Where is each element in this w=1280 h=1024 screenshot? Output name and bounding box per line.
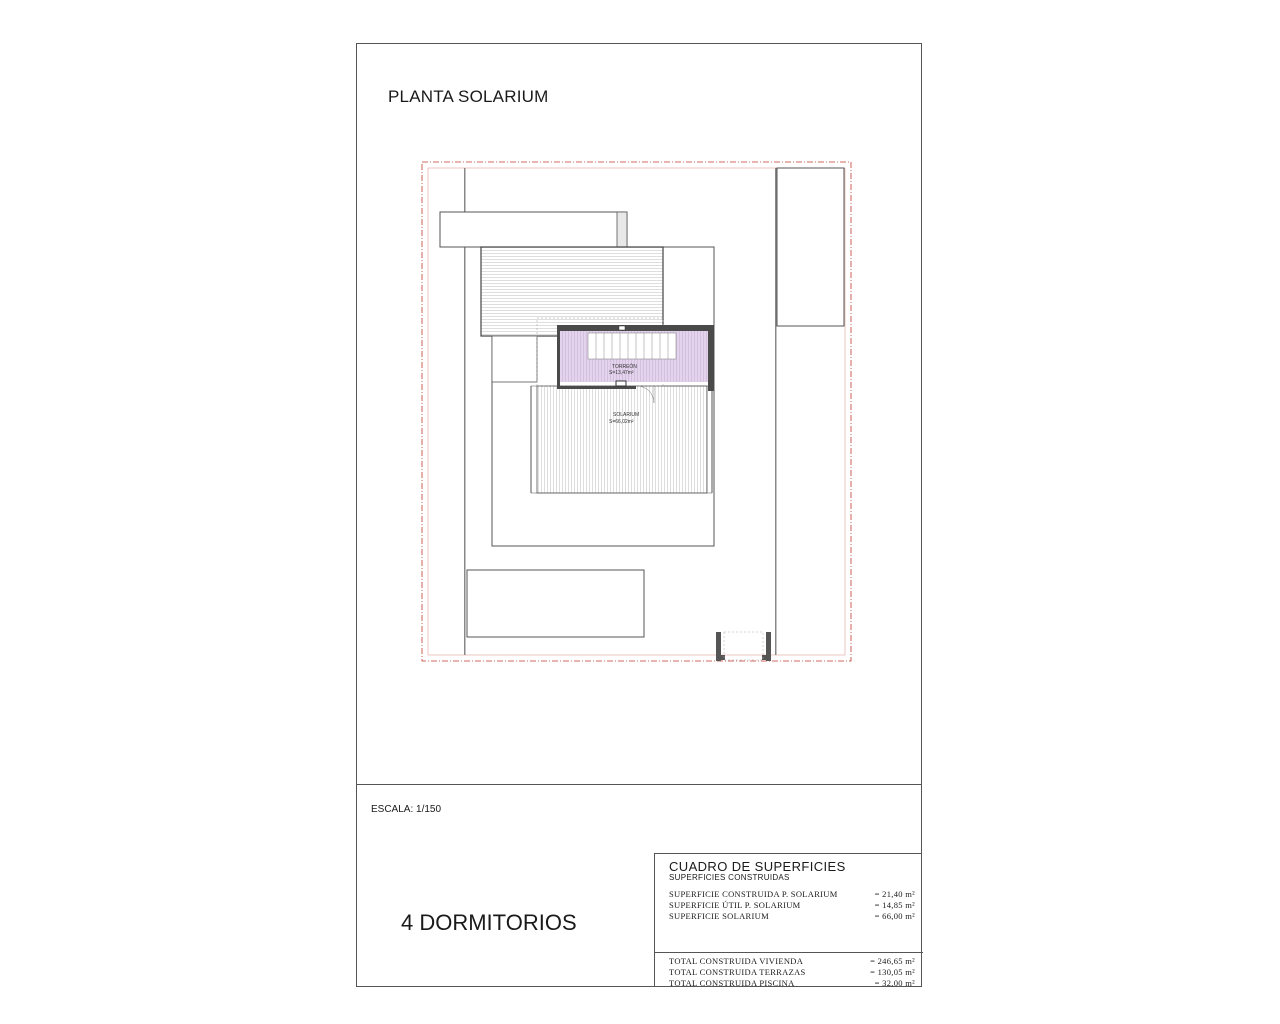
- surface-table-title: CUADRO DE SUPERFICIES: [669, 859, 846, 874]
- torreon-vent: [619, 326, 625, 330]
- row-label: SUPERFICIE ÚTIL P. SOLARIUM: [669, 900, 801, 910]
- total-value: = 32,00 m²: [874, 978, 915, 988]
- totals-divider: [655, 952, 923, 953]
- bedrooms-label: 4 DORMITORIOS: [401, 910, 577, 935]
- row-value: = 21,40 m²: [874, 889, 915, 899]
- solarium-area: S=66,02m²: [609, 419, 634, 425]
- solarium-deck: [537, 386, 707, 493]
- scale-label: ESCALA: 1/150: [371, 804, 442, 815]
- solarium-label: SOLARIUM: [613, 412, 640, 418]
- staircase: [588, 333, 676, 359]
- roof-deck-step: [492, 336, 537, 382]
- overhang-column: [617, 212, 627, 247]
- sheet-title: PLANTA SOLARIUM: [388, 87, 549, 106]
- total-value: = 246,65 m²: [870, 956, 915, 966]
- row-label: SUPERFICIE CONSTRUIDA P. SOLARIUM: [669, 889, 838, 899]
- torreon-label: TORREÓN: [612, 364, 637, 370]
- entrance-gate: [716, 632, 771, 661]
- pool: [467, 570, 644, 637]
- total-value: = 130,05 m²: [870, 967, 915, 977]
- torreon-chimney: [616, 381, 626, 386]
- overhang-block: [440, 212, 627, 247]
- row-value: = 66,00 m²: [874, 911, 915, 921]
- total-label: TOTAL CONSTRUIDA TERRAZAS: [669, 967, 806, 977]
- roof-deck-upper: [481, 247, 663, 336]
- surface-table-subtitle: SUPERFICIES CONSTRUIDAS: [669, 873, 790, 882]
- parking-strip: [777, 168, 844, 326]
- torreon-wall-left: [557, 325, 560, 389]
- torreon-wall-right: [708, 325, 714, 391]
- surface-table: [654, 853, 922, 987]
- row-value: = 14,85 m²: [874, 900, 915, 910]
- total-label: TOTAL CONSTRUIDA PISCINA: [669, 978, 795, 988]
- total-label: TOTAL CONSTRUIDA VIVIENDA: [669, 956, 804, 966]
- perimeter-wall-right: [775, 168, 777, 655]
- row-label: SUPERFICIE SOLARIUM: [669, 911, 769, 921]
- torreon-area: S=13,47m²: [609, 370, 634, 376]
- torreon-wall-top: [557, 325, 714, 331]
